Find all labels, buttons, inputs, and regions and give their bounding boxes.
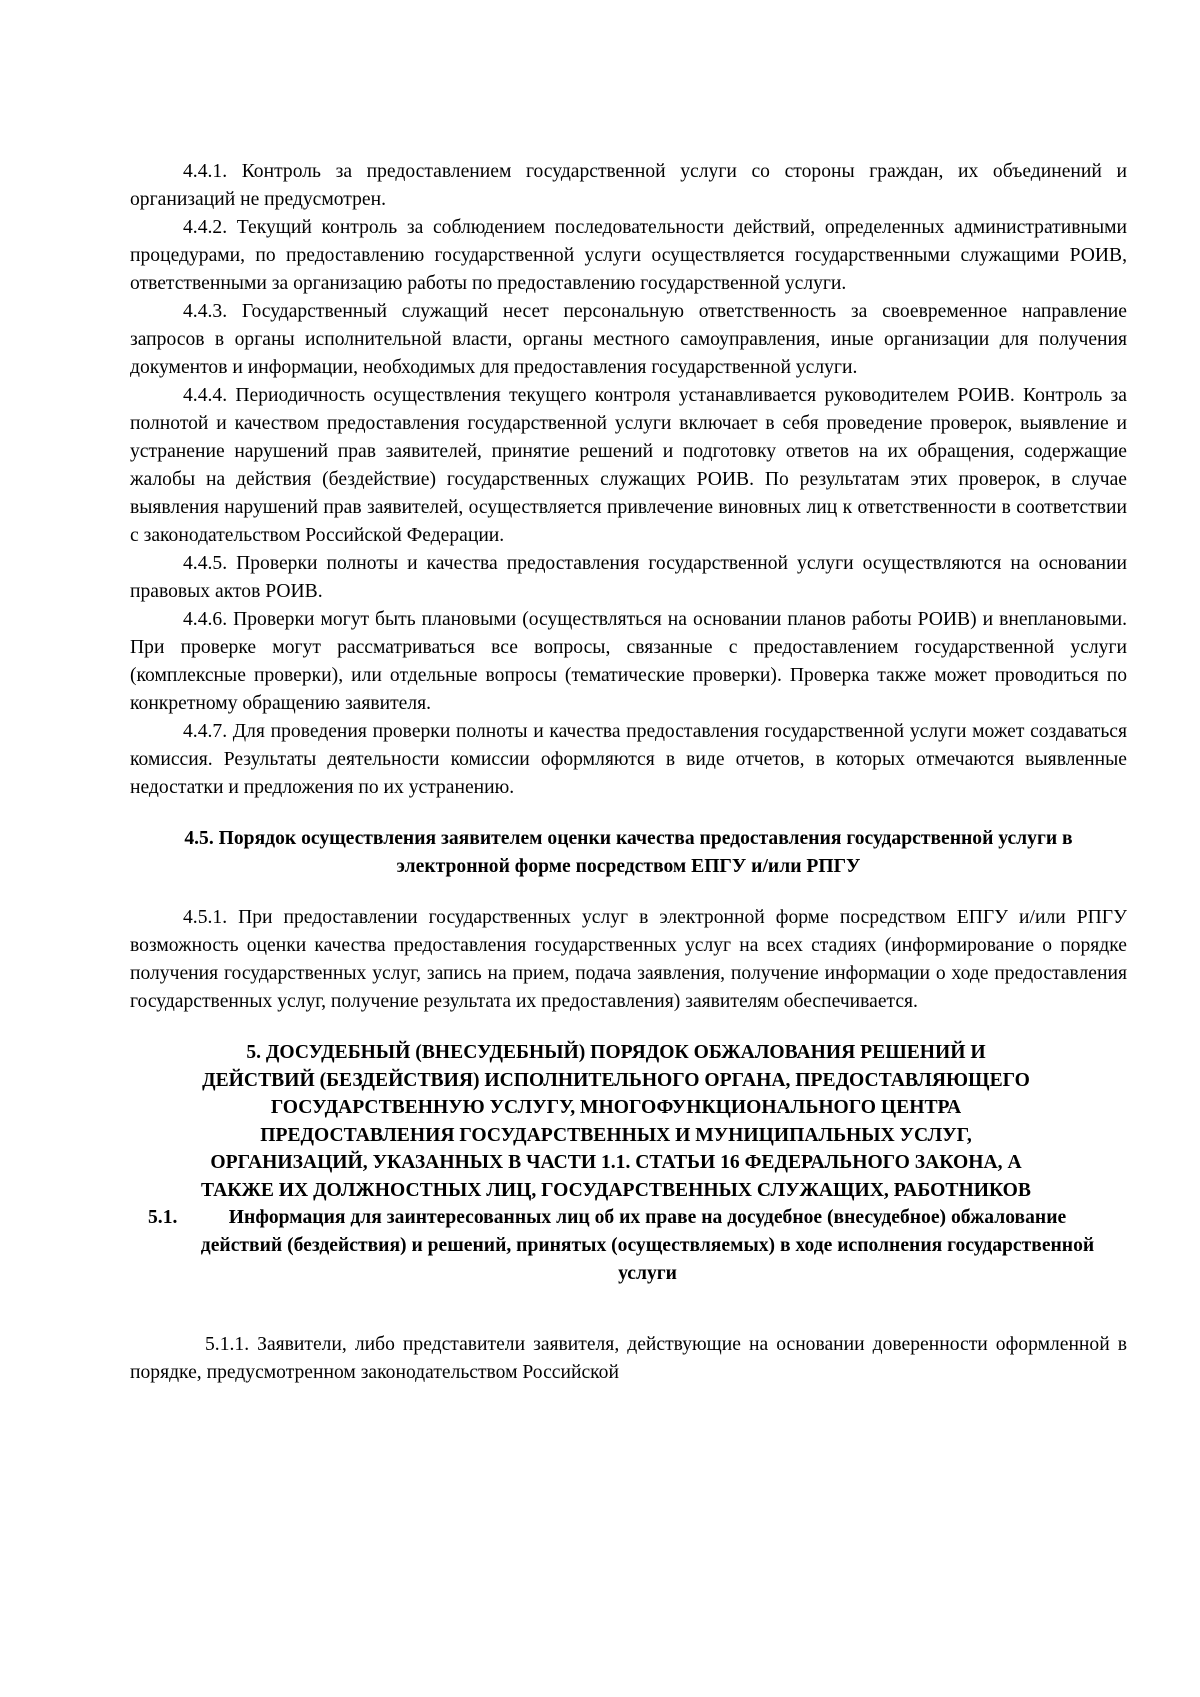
paragraph-4-4-2: 4.4.2. Текущий контроль за соблюдением последовательности действий, определенных административными процедурами, по предоставлению государственной услуги осуществляется государственными служащими РОИВ, ответственными за организацию работы по предоставлению государственной услуги. [130, 217, 1127, 294]
paragraph-5-1-1: 5.1.1. Заявители, либо представители заявителя, действующие на основании доверенности оформленной в порядке, предусмотренном законодательством Российской [130, 1334, 1127, 1383]
paragraph-4-4-7: 4.4.7. Для проведения проверки полноты и качества предоставления государственной услуги может создаваться комиссия. Результаты деятельности комиссии оформляются в виде отчетов, в которых отмечаются выявленные недостатки и предложения по их устранению. [130, 721, 1127, 798]
section-heading-5-1-number: 5.1. [148, 1207, 178, 1228]
section-heading-5-1 [130, 1204, 1127, 1288]
chapter-heading-5: 5. ДОСУДЕБНЫЙ (ВНЕСУДЕБНЫЙ) ПОРЯДОК ОБЖАЛОВАНИЯ РЕШЕНИЙ И ДЕЙСТВИЙ (БЕЗДЕЙСТВИЯ) ИСПОЛНИТЕЛЬНОГО ОРГАНА, ПРЕДОСТАВЛЯЮЩЕГО ГОСУДАРСТВЕННУЮ УСЛУГУ, МНОГОФУНКЦИОНАЛЬНОГО ЦЕНТРА ПРЕДОСТАВЛЕНИЯ ГОСУДАРСТВЕННЫХ И МУНИЦИПАЛЬНЫХ УСЛУГ, ОРГАНИЗАЦИЙ, УКАЗАННЫХ В ЧАСТИ 1.1. СТАТЬИ 16 ФЕДЕРАЛЬНОГО ЗАКОНА, А ТАКЖЕ ИХ ДОЛЖНОСТНЫХ ЛИЦ, ГОСУДАРСТВЕННЫХ СЛУЖАЩИХ, РАБОТНИКОВ [201, 1042, 1031, 1201]
paragraph-4-4-5: 4.4.5. Проверки полноты и качества предоставления государственной услуги осуществляются на основании правовых актов РОИВ. [130, 553, 1127, 602]
paragraph-4-4-1: 4.4.1. Контроль за предоставлением государственной услуги со стороны граждан, их объединений и организаций не предусмотрен. [130, 161, 1127, 210]
section-heading-4-5: 4.5. Порядок осуществления заявителем оценки качества предоставления государственной услуги в электронной форме посредством ЕПГУ и/или РПГУ [184, 828, 1073, 877]
paragraph-4-4-3: 4.4.3. Государственный служащий несет персональную ответственность за своевременное направление запросов в органы исполнительной власти, органы местного самоуправления, иные организации для получения документов и информации, необходимых для предоставления государственной услуги. [130, 301, 1127, 378]
paragraph-4-5-1: 4.5.1. При предоставлении государственных услуг в электронной форме посредством ЕПГУ и/или РПГУ возможность оценки качества предоставления государственных услуг на всех стадиях (информирование о порядке получения государственных услуг, запись на прием, подача заявления, получение информации о ходе предоставления государственных услуг, получение результата их предоставления) заявителям обеспечивается. [130, 907, 1127, 1012]
section-heading-5-1-text: Информация для заинтересованных лиц об их праве на досудебное (внесудебное) обжалование действий (бездействия) и решений, принятых (осуществляемых) в ходе исполнения государственной услуги [200, 1207, 1095, 1284]
paragraph-4-4-4: 4.4.4. Периодичность осуществления текущего контроля устанавливается руководителем РОИВ. Контроль за полнотой и качеством предоставления государственной услуги включает в себя проведение проверок, выявление и устранение нарушений прав заявителей, принятие решений и подготовку ответов на их обращения, содержащие жалобы на действия (бездействие) государственных служащих РОИВ. По результатам этих проверок, в случае выявления нарушений прав заявителей, осуществляется привлечение виновных лиц к ответственности в соответствии с законодательством Российской Федерации. [130, 385, 1127, 546]
document-page [130, 158, 1127, 1387]
paragraph-4-4-6: 4.4.6. Проверки могут быть плановыми (осуществляться на основании планов работы РОИВ) и внеплановыми. При проверке могут рассматриваться все вопросы, связанные с предоставлением государственной услуги (комплексные проверки), или отдельные вопросы (тематические проверки). Проверка также может проводиться по конкретному обращению заявителя. [130, 609, 1127, 714]
